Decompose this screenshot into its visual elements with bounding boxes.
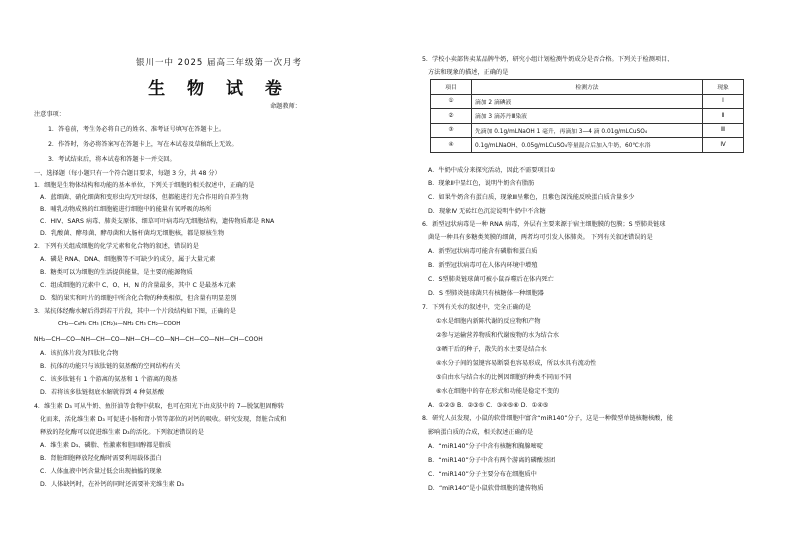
q1-option-d: D．乳酸菌、酵母菌、酵母菌和大肠杆菌均无细胞核，都是原核生物 [40,230,225,237]
q7-item-1: ①水是细胞内新陈代谢的反应物和产物 [436,318,541,325]
q7-item-2: ②参与运输营养物质和代谢废物的水为结合水 [436,332,560,339]
q4-stem-line-2: 化而来，活化维生素 D₃ 可促进小肠和肾小管等部位的对钙的吸收。研究发现，肾脏合成和 [40,416,287,423]
table-header-item: 项目 [431,80,472,95]
teacher-label: 命题教师： [270,103,301,110]
q3-formula-side-chains: CH₂—C₆H₅ CH₃ (CH₂)₄—NH₂ CH₃ CH₂—COOH [58,321,181,327]
q4-stem-line-1: 4．维生素 D₃ 可从牛奶、鱼肝油等食物中获取，也可在阳光下由皮肤中的 7—脱氢胆固醇转 [34,403,284,410]
q4-option-d: D．人体缺钙时，在补钙的同时还需要补充维生素 D₃ [40,481,184,488]
q8-option-a: A．“miR140”分子中含有核糖和胸腺嘧啶 [428,443,543,450]
notes-heading: 注意事项： [34,111,65,118]
q2-option-d: D．梨的果实和叶片的细胞中所含化合物的种类相似，但含量有明显差别 [40,295,237,302]
q6-option-b: B．新型冠状病毒可在人体内环境中增殖 [428,262,538,269]
table-row [431,109,744,124]
q5-stem-line-1: 5．学校小卖部售卖某品牌牛奶，研究小组计划检测牛奶成分是否合格。下列关于检测项目、 [422,56,674,63]
q2-option-c: C．组成细胞的元素中 C、O、H、N 的含量最多，其中 C 是最基本元素 [40,282,236,289]
q6-stem-line-2: 菌是一种具有多糖类荚膜的细菌，两者均可引发人体肺炎。 下列有关叙述错误的是 [428,234,653,241]
q8-option-c: C．“miR140”分子主要分布在细胞质中 [428,471,537,478]
q1-stem: 1．细胞是生物体结构和功能的基本单位，下列关于细胞的相关叙述中，正确的是 [34,182,255,189]
q6-option-d: D．S 型肺炎链球菌只有核糖体一种细胞器 [428,290,544,297]
q4-stem-line-3: 释放的羟化酶可以促进维生素 D₃的活化。下列叙述错误的是 [40,429,204,436]
q3-option-b: B．抗体的功能只与该肽链的氨基酸的空间结构有关 [40,363,181,370]
q6-option-c: C．S型肺炎链球菌可被小鼠吞噬后在体内死亡 [428,276,554,283]
table-header-method: 检测方法 [472,80,703,95]
table-cell: Ⅳ [703,138,744,153]
q5-option-d: D．现象Ⅳ 无砖红色沉淀说明牛奶中不含糖 [428,208,546,215]
q7-item-5: ⑤自由水与结合水的比例因细胞的种类不同而不同 [436,374,572,381]
table-cell: Ⅲ [703,123,744,138]
q4-option-b: B．肾脏细胞释放羟化酶时需要利用载体蛋白 [40,455,162,462]
q5-option-c: C．如果牛奶含有蛋白质，现象Ⅲ呈紫色，且紫色深浅能反映蛋白质含量多少 [428,194,635,201]
table-cell: Ⅰ [703,94,744,109]
q3-option-a: A．该抗体片段为四肽化合物 [40,350,119,357]
q1-option-a: A．蓝细菌、硝化细菌和变形虫均无叶绿体，但都能进行光合作用的自养生物 [40,194,249,201]
q6-stem-line-1: 6．新型冠状病毒是一种 RNA 病毒，外层有主要来源于宿主细胞膜的包膜；S 型肺炎链球 [422,221,666,228]
note-3: 3．考试结束后，将本试卷和答题卡一并交回。 [48,156,176,163]
table-cell: ① [431,94,472,109]
table-row [431,138,744,153]
q8-option-d: D．“miR140”是小鼠软骨细胞的遗传物质 [428,485,544,492]
q6-option-a: A．新型冠状病毒可能含有磷脂和蛋白质 [428,248,538,255]
q5-stem-line-2: 方法和现象的描述，正确的是 [428,69,509,76]
q3-stem: 3．某抗体经酶水解后得到若干片段，其中一个片段结构如下图，正确的是 [34,308,236,315]
subject-title: 生 物 试 卷 [148,79,290,99]
note-1: 1．答卷前，考生务必将自己的姓名、准考证号填写在答题卡上。 [48,126,226,133]
q8-stem-line-1: 8．研究人员发现，小鼠的软骨细胞中富含“miR140”分子，这是一种微型单链核糖核酸，能 [422,415,673,422]
table-row [431,94,744,109]
q7-item-3: ③晒干后的种子，散失的水主要是结合水 [436,346,547,353]
table-header-row [431,80,744,95]
q5-test-table [430,79,744,153]
q1-option-c: C．HIV、SARS 病毒、肺炎支原体、细草可叶病毒均无细胞结构，遗传物质都是 RNA [40,218,275,225]
table-cell: 0.1g/mLNaOH、0.05g/mLCuSO₄等量混合后加入牛奶，60℃水浴 [472,138,703,153]
table-cell: ② [431,109,472,124]
q2-stem: 2．下列有关组成细胞的化学元素和化合物的叙述，错误的是 [34,243,199,250]
note-2: 2．作答时，务必将答案写在答题卡上，写在本试卷及草稿纸上无效。 [48,141,238,148]
section-heading: 一、选择题（每小题只有一个符合题目要求，每题 3 分，共 48 分） [34,170,221,177]
table-row [431,123,744,138]
table-cell: 滴加 2 滴碘液 [472,94,703,109]
table-cell: ④ [431,138,472,153]
q5-option-b: B．现象Ⅱ中显红色，说明牛奶含有脂肪 [428,180,535,187]
table-header-phenomenon: 现象 [703,80,744,95]
q7-options: A．①②③ B．②③⑤ C．③④⑤⑥ D．①④⑤ [428,402,549,409]
q4-option-a: A．维生素 D₃、磷脂、性激素和胆固醇都是脂质 [40,442,172,449]
q8-option-b: B．“miR140”分子中含有两个游离的磷酸基团 [428,457,556,464]
table-cell: 滴加 3 滴苏丹Ⅲ染液 [472,109,703,124]
q3-option-c: C．该多肽链有 1 个游离的氨基和 1 个游离的羧基 [40,376,178,383]
exam-title: 银川一中 2025 届高三年级第一次月考 [135,58,303,68]
q4-option-c: C．人体血液中钙含量过低会出现抽搐的现象 [40,468,162,475]
q5-option-a: A．牛奶中成分来探究活动，因此不需要项目① [428,167,556,174]
q1-option-b: B．哺乳动物成熟的红细胞能进行细胞中的能量有氧呼吸的场所 [40,206,212,213]
table-cell: Ⅱ [703,109,744,124]
table-cell: 先滴加 0.1g/mLNaOH 1 毫升，再滴加 3—4 滴 0.01g/mLCuSO₄ [472,123,703,138]
q7-stem: 7．下列有关水的叙述中，完全正确的是 [422,304,532,311]
table-cell: ③ [431,123,472,138]
q7-item-4: ④水分子间的氢键容易断裂也容易形成，所以水具有流动性 [436,360,597,367]
q8-stem-line-2: 影响蛋白质的合成，相关叙述正确的是 [428,429,534,436]
q2-option-a: A．磷是 RNA、DNA、细胞膜等不可缺少的成分，属于大量元素 [40,256,216,263]
q2-option-b: B．糖类可以为细胞的生活提供能量，是主要的能源物质 [40,269,193,276]
q3-formula-main-chain: NH₂—CH—CO—NH—CH—CO—NH—CH—CO—NH—CH—CO—NH—CH—COOH [34,336,263,343]
q7-item-6: ⑥水在细胞中的存在形式和功能是稳定不变的 [436,388,560,395]
q3-option-d: D．若将该多肽链彻底水解就得到 4 种氨基酸 [40,389,165,396]
